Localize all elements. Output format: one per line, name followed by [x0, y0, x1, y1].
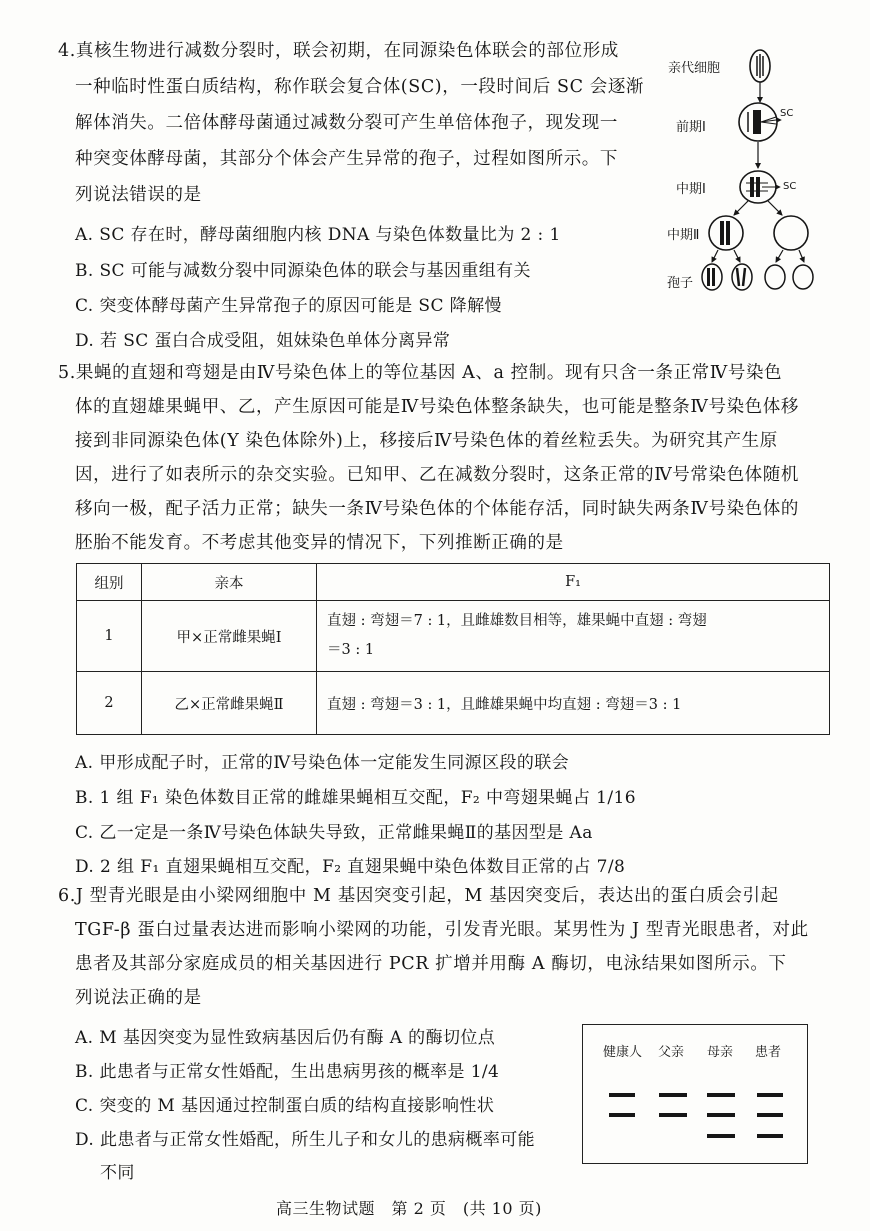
- table-header: 亲本: [142, 564, 317, 601]
- metaphase1-cell: [740, 171, 780, 203]
- gel-lane-label: 健康人: [603, 1045, 643, 1060]
- prophase1-cell: [739, 103, 781, 141]
- table-cell-group: 1: [77, 601, 142, 672]
- q4-line-3: 解体消失。二倍体酵母菌通过减数分裂可产生单倍体孢子，现发现一: [75, 113, 618, 133]
- q6-option-a: A. M 基因突变为显性致病基因后仍有酶 A 的酶切位点: [75, 1028, 496, 1048]
- q4-option-b: B. SC 可能与减数分裂中同源染色体的联会与基因重组有关: [75, 261, 531, 281]
- q6-option-c: C. 突变的 M 基因通过控制蛋白质的结构直接影响性状: [75, 1096, 495, 1116]
- fig-label-prophase1: 前期Ⅰ: [676, 120, 706, 135]
- fig-label-parent-cell: 亲代细胞: [668, 61, 721, 76]
- q5-option-d: D. 2 组 F₁ 直翅果蝇相互交配，F₂ 直翅果蝇中染色体数目正常的占 7/8: [75, 857, 626, 877]
- spore-2: [732, 264, 752, 290]
- gel-band: [609, 1113, 635, 1117]
- q4-line-1: 4.真核生物进行减数分裂时，联会初期，在同源染色体联会的部位形成: [58, 41, 619, 61]
- gel-electrophoresis-figure: [582, 1024, 808, 1164]
- q4-option-c: C. 突变体酵母菌产生异常孢子的原因可能是 SC 降解慢: [75, 296, 502, 316]
- gel-band: [659, 1093, 687, 1097]
- table-cell-f1-line: ＝3 : 1: [327, 642, 375, 658]
- table-header: 组别: [77, 564, 142, 601]
- q5-line-6: 胚胎不能发育。不考虑其他变异的情况下，下列推断正确的是: [75, 533, 564, 553]
- q6-line-2: TGF-β 蛋白过量表达进而影响小梁网的功能，引发青光眼。某男性为 J 型青光眼患者，对此: [75, 920, 809, 940]
- q5-option-c: C. 乙一定是一条Ⅳ号染色体缺失导致，正常雌果蝇Ⅱ的基因型是 Aa: [75, 823, 593, 843]
- q6-line-4: 列说法正确的是: [75, 988, 202, 1008]
- q4-line-4: 种突变体酵母菌，其部分个体会产生异常的孢子，过程如图所示。下: [75, 149, 618, 169]
- spore-1: [702, 264, 722, 290]
- spore-4: [793, 265, 813, 289]
- q5-option-b: B. 1 组 F₁ 染色体数目正常的雌雄果蝇相互交配，F₂ 中弯翅果蝇占 1/16: [75, 788, 636, 808]
- table-row: [77, 672, 830, 735]
- q5-line-4: 因，进行了如表所示的杂交实验。已知甲、乙在减数分裂时，这条正常的Ⅳ号常染色体随机: [75, 465, 799, 485]
- metaphase2-cell-right: [774, 216, 808, 250]
- gel-band: [757, 1134, 783, 1138]
- table-cell-f1-line: 直翅 : 弯翅＝7 : 1，且雌雄数目相等，雄果蝇中直翅 : 弯翅: [327, 613, 707, 629]
- table-row: [77, 601, 830, 672]
- q4-line-5: 列说法错误的是: [75, 185, 202, 205]
- table-cell-parents: 甲×正常雌果蝇Ⅰ: [142, 601, 317, 672]
- table-cell-f1: 直翅 : 弯翅＝3 : 1，且雌雄果蝇中均直翅 : 弯翅＝3 : 1: [317, 672, 830, 735]
- table-cell-group: 2: [77, 672, 142, 735]
- q5-option-a: A. 甲形成配子时，正常的Ⅳ号染色体一定能发生同源区段的联会: [75, 753, 570, 773]
- q5-line-5: 移向一极，配子活力正常；缺失一条Ⅳ号染色体的个体能存活，同时缺失两条Ⅳ号染色体的: [75, 499, 799, 519]
- gel-lane-label: 母亲: [707, 1045, 734, 1060]
- q4-option-a: A. SC 存在时，酵母菌细胞内核 DNA 与染色体数量比为 2 : 1: [75, 225, 561, 245]
- q6-line-3: 患者及其部分家庭成员的相关基因进行 PCR 扩增并用酶 A 酶切，电泳结果如图所示。下: [75, 954, 787, 974]
- table-cell-parents: 乙×正常雌果蝇Ⅱ: [142, 672, 317, 735]
- cross-experiment-table: [76, 563, 830, 735]
- gel-band: [757, 1113, 783, 1117]
- fig-label-sc-metaphase: SC: [783, 181, 797, 192]
- table-cell-f1: [317, 601, 830, 672]
- gel-band: [609, 1093, 635, 1097]
- fig-label-sc-prophase: SC: [780, 108, 794, 119]
- fig-label-metaphase2: 中期Ⅱ: [667, 228, 700, 243]
- gel-band: [659, 1113, 687, 1117]
- gel-band: [707, 1113, 735, 1117]
- gel-lane-label: 父亲: [658, 1045, 685, 1060]
- meiosis-diagram: [690, 40, 820, 310]
- q5-line-2: 体的直翅雄果蝇甲、乙，产生原因可能是Ⅳ号染色体整条缺失，也可能是整条Ⅳ号染色体移: [75, 397, 799, 417]
- q5-line-1: 5.果蝇的直翅和弯翅是由Ⅳ号染色体上的等位基因 A、a 控制。现有只含一条正常Ⅳ号染色: [58, 363, 783, 383]
- q5-line-3: 接到非同源染色体(Y 染色体除外)上，移接后Ⅳ号染色体的着丝粒丢失。为研究其产生原: [75, 431, 778, 451]
- q4-option-d: D. 若 SC 蛋白合成受阻，姐妹染色单体分离异常: [75, 331, 451, 351]
- gel-band: [757, 1093, 783, 1097]
- metaphase2-cell-left: [709, 216, 743, 250]
- table-header-row: [77, 564, 830, 601]
- q6-option-d-cont: 不同: [100, 1163, 135, 1183]
- fig-label-metaphase1: 中期Ⅰ: [676, 182, 706, 197]
- q6-option-d: D. 此患者与正常女性婚配，所生儿子和女儿的患病概率可能: [75, 1130, 536, 1150]
- q4-line-2: 一种临时性蛋白质结构，称作联会复合体(SC)，一段时间后 SC 会逐渐: [75, 77, 645, 97]
- fig-label-spores: 孢子: [667, 276, 694, 291]
- page-footer: 高三生物试题 第 2 页 (共 10 页): [276, 1199, 542, 1218]
- q6-option-b: B. 此患者与正常女性婚配，生出患病男孩的概率是 1/4: [75, 1062, 500, 1082]
- table-header: F₁: [317, 564, 830, 601]
- spore-3: [765, 265, 785, 289]
- gel-band: [707, 1093, 735, 1097]
- gel-band: [707, 1134, 735, 1138]
- gel-lane-label: 患者: [755, 1045, 782, 1060]
- q6-line-1: 6.J 型青光眼是由小梁网细胞中 M 基因突变引起，M 基因突变后，表达出的蛋白质会引起: [58, 886, 779, 906]
- parent-cell: [750, 50, 770, 82]
